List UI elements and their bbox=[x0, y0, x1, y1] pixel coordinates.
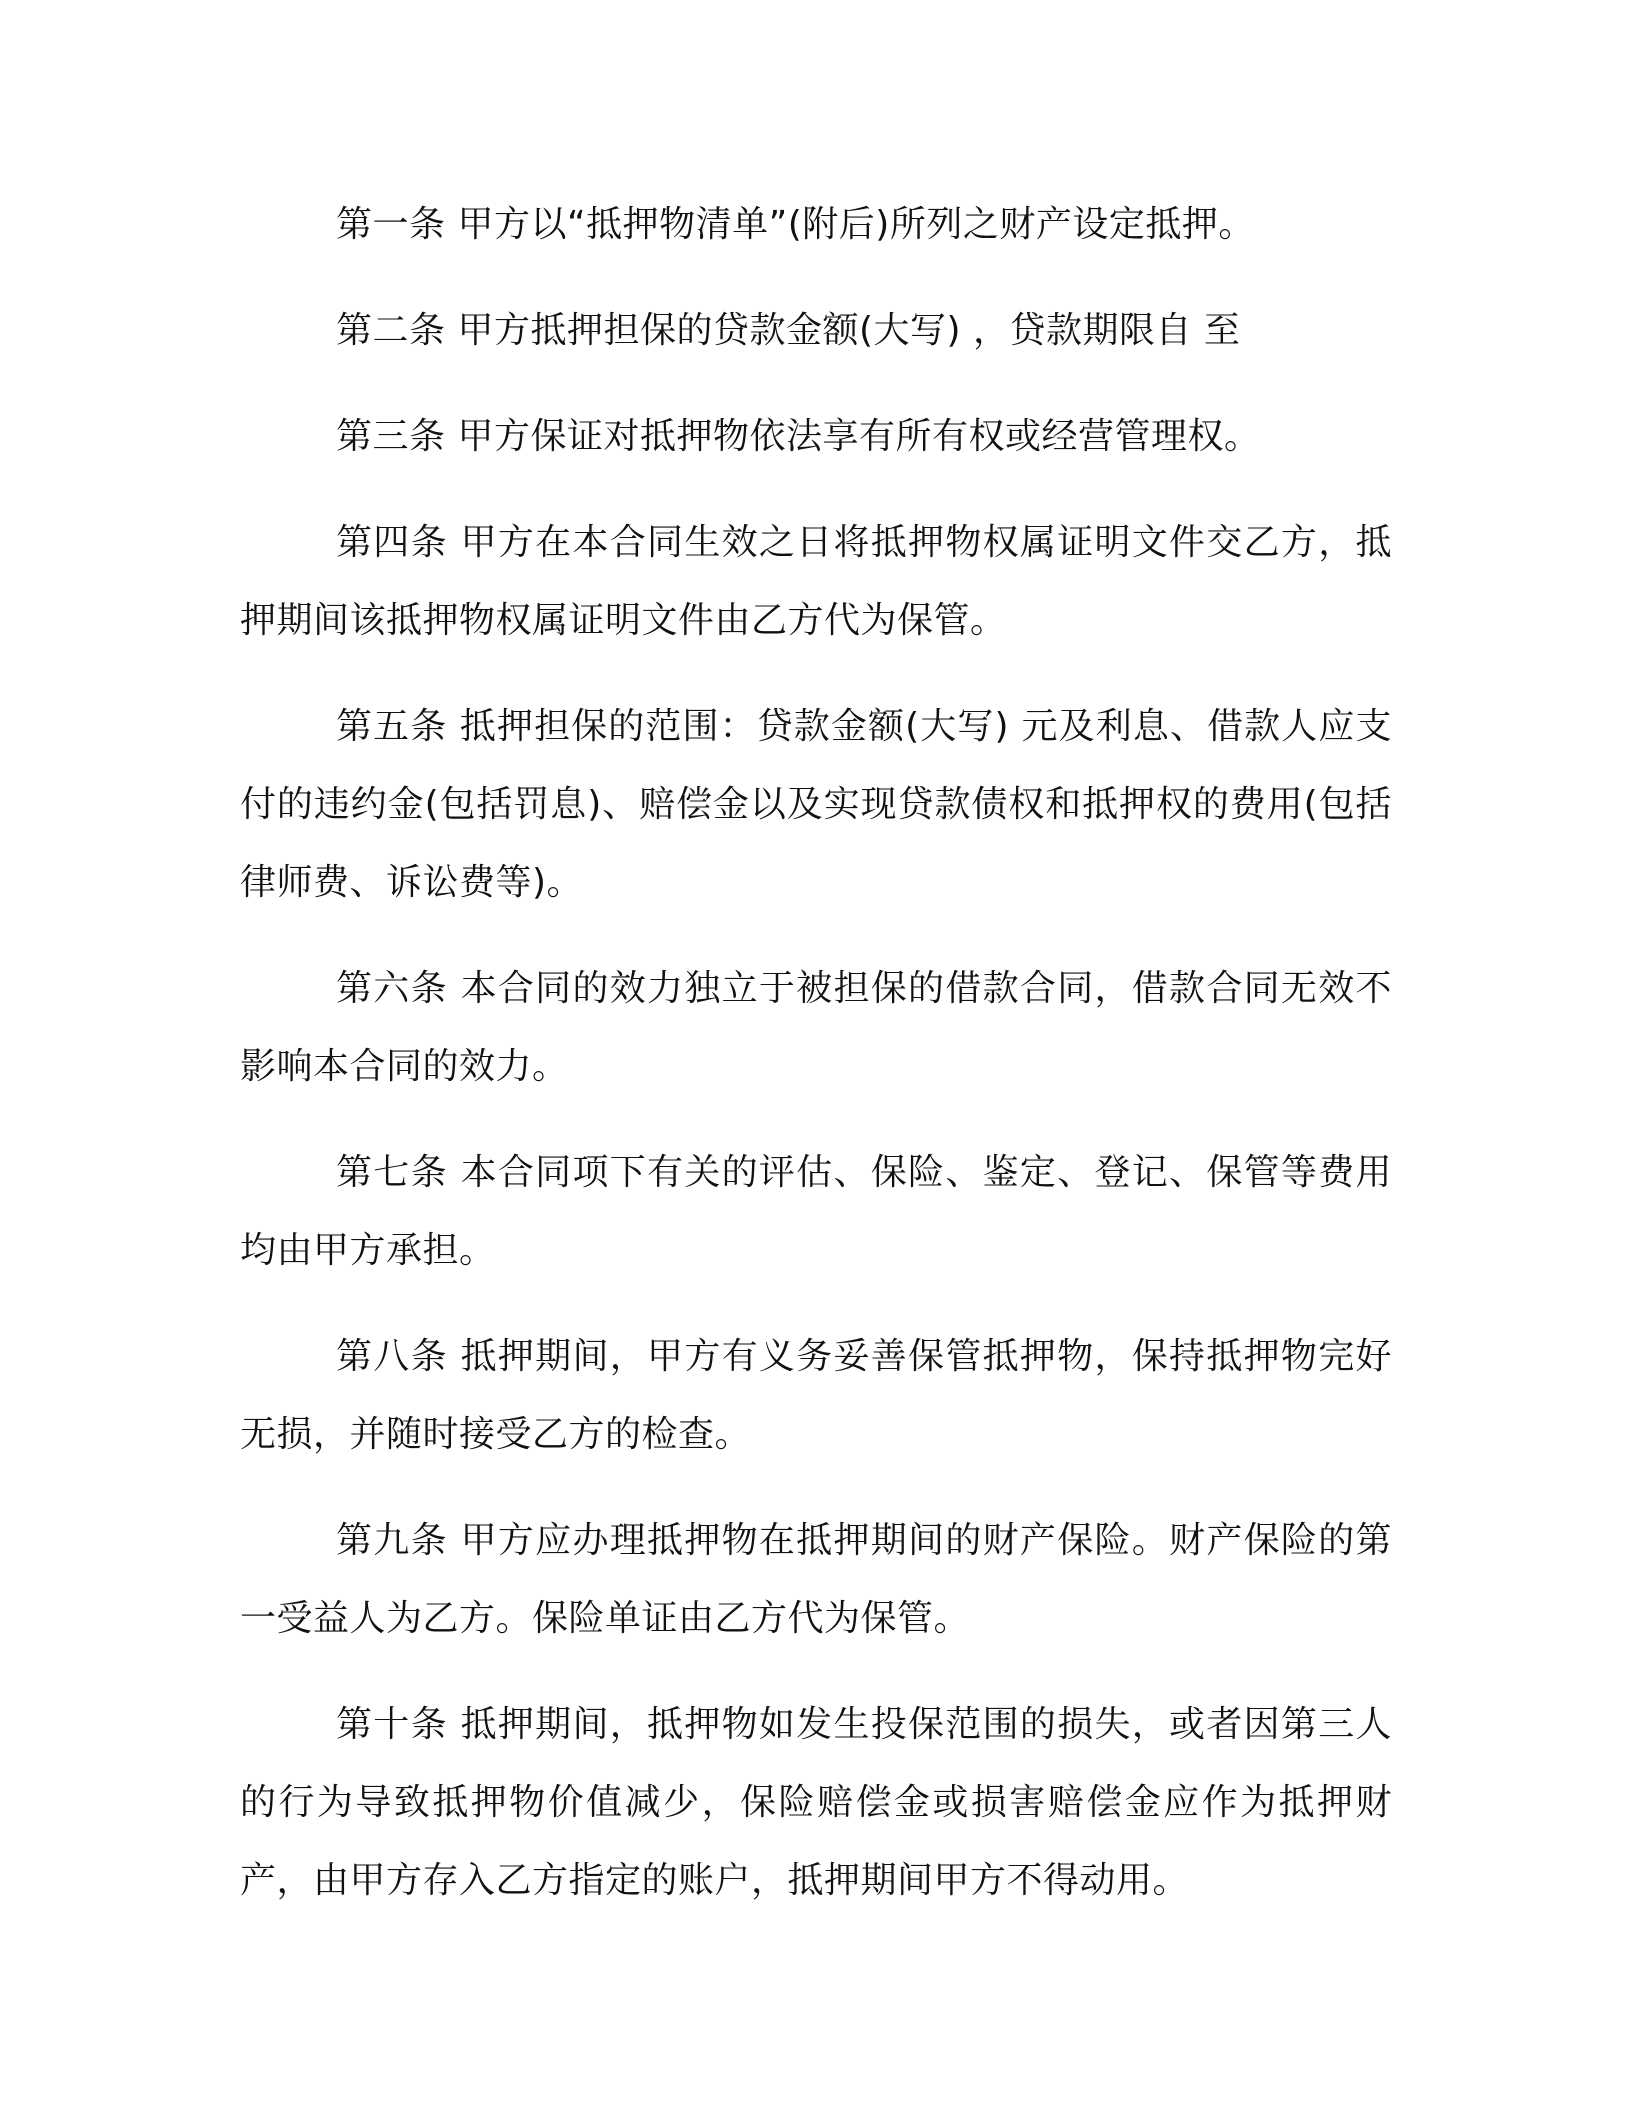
article-5: 第五条 抵押担保的范围：贷款金额(大写) 元及利息、借款人应支付的违约金(包括罚息)、赔偿金以及实现贷款债权和抵押权的费用(包括律师费、诉讼费等)。 bbox=[240, 706, 1392, 903]
article-7: 第七条 本合同项下有关的评估、保险、鉴定、登记、保管等费用均由甲方承担。 bbox=[240, 1152, 1392, 1271]
document-body bbox=[240, 186, 1392, 1948]
article-9: 第九条 甲方应办理抵押物在抵押期间的财产保险。财产保险的第一受益人为乙方。保险单证由乙方代为保管。 bbox=[240, 1520, 1392, 1639]
article-2: 第二条 甲方抵押担保的贷款金额(大写) ，贷款期限自 至 bbox=[336, 310, 1241, 351]
article-4: 第四条 甲方在本合同生效之日将抵押物权属证明文件交乙方，抵押期间该抵押物权属证明文件由乙方代为保管。 bbox=[240, 522, 1392, 641]
article-8: 第八条 抵押期间，甲方有义务妥善保管抵押物，保持抵押物完好无损，并随时接受乙方的检查。 bbox=[240, 1336, 1392, 1455]
article-3: 第三条 甲方保证对抵押物依法享有所有权或经营管理权。 bbox=[336, 416, 1261, 457]
article-10: 第十条 抵押期间，抵押物如发生投保范围的损失，或者因第三人的行为导致抵押物价值减少，保险赔偿金或损害赔偿金应作为抵押财产，由甲方存入乙方指定的账户，抵押期间甲方不得动用。 bbox=[240, 1704, 1392, 1901]
article-1: 第一条 甲方以“抵押物清单”(附后)所列之财产设定抵押。 bbox=[336, 204, 1255, 245]
article-6: 第六条 本合同的效力独立于被担保的借款合同，借款合同无效不影响本合同的效力。 bbox=[240, 968, 1392, 1087]
